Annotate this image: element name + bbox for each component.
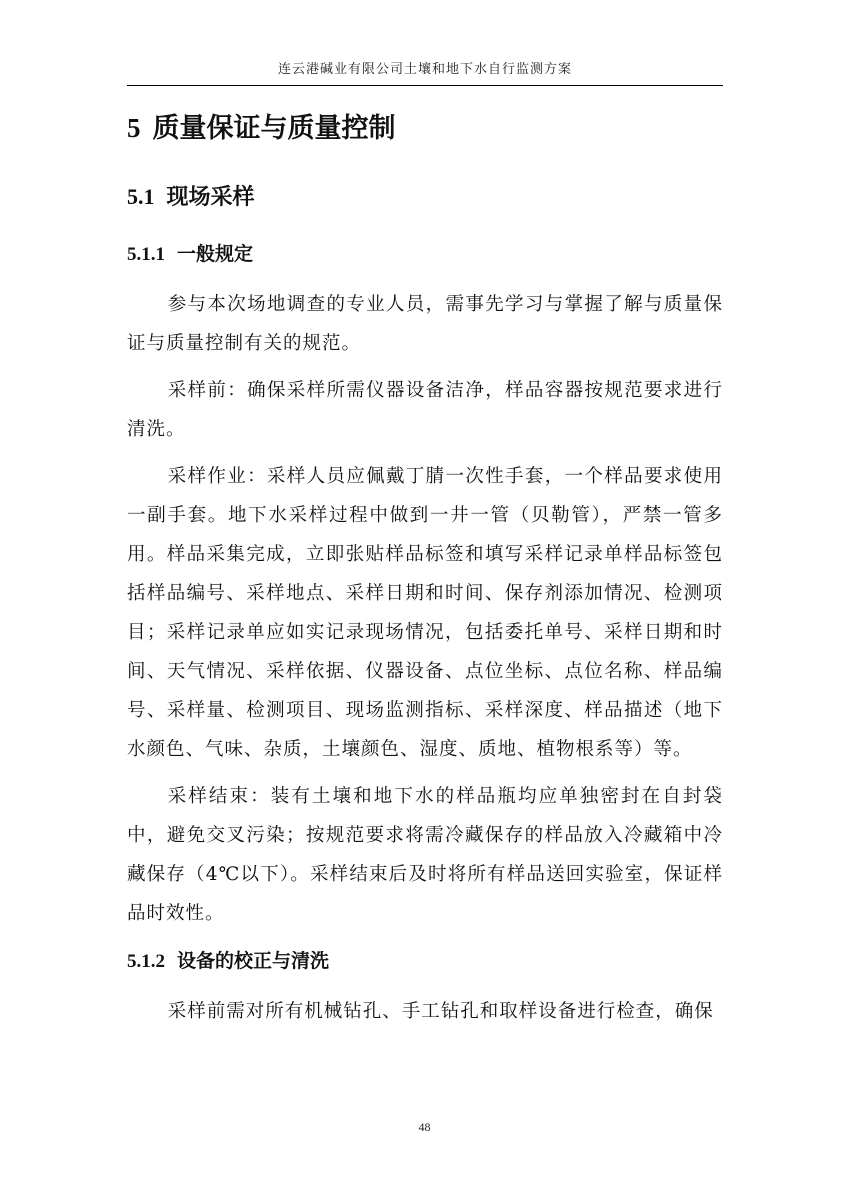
paragraph-sampling-end: 采样结束：装有土壤和地下水的样品瓶均应单独密封在自封袋中，避免交叉污染；按规范要求将需冷藏保存的样品放入冷藏箱中冷藏保存（4℃以下）。采样结束后及时将所有样品送回实验室，保证样品时效性。 bbox=[127, 786, 723, 924]
chapter-number: 5 bbox=[127, 113, 141, 143]
subsection-number: 5.1.2 bbox=[127, 951, 165, 972]
header-rule bbox=[127, 85, 723, 86]
paragraph-sampling-operation: 采样作业：采样人员应佩戴丁腈一次性手套，一个样品要求使用一副手套。地下水采样过程中做到一井一管（贝勒管），严禁一管多用。样品采集完成，立即张贴样品标签和填写采样记录单样品标签包括样品编号、采样地点、采样日期和时间、保存剂添加情况、检测项目；采样记录单应如实记录现场情况，包括委托单号、采样日期和时间、天气情况、采样依据、仪器设备、点位坐标、点位名称、样品编号、采样量、检测项目、现场监测指标、采样深度、样品描述（地下水颜色、气味、杂质，土壤颜色、湿度、质地、植物根系等）等。 bbox=[127, 466, 723, 760]
section-heading bbox=[127, 179, 723, 216]
section-number: 5.1 bbox=[127, 184, 155, 209]
subsection-number: 5.1.1 bbox=[127, 244, 165, 265]
subsection-title: 设备的校正与清洗 bbox=[177, 950, 330, 972]
subsection-title: 一般规定 bbox=[177, 243, 254, 265]
section-title: 现场采样 bbox=[166, 185, 255, 210]
paragraph-before-sampling: 采样前：确保采样所需仪器设备洁净，样品容器按规范要求进行清洗。 bbox=[127, 380, 723, 440]
chapter-title: 质量保证与质量控制 bbox=[152, 113, 396, 144]
page-content bbox=[127, 108, 723, 1039]
subsection-heading-general-rules bbox=[127, 238, 723, 271]
subsection-heading-equipment bbox=[127, 945, 723, 978]
paragraph-equipment-check: 采样前需对所有机械钻孔、手工钻孔和取样设备进行检查，确保 bbox=[167, 1001, 714, 1022]
page-number: 48 bbox=[418, 1120, 431, 1134]
chapter-heading bbox=[127, 108, 723, 149]
running-header: 连云港碱业有限公司土壤和地下水自行监测方案 bbox=[277, 62, 572, 77]
paragraph-personnel: 参与本次场地调查的专业人员，需事先学习与掌握了解与质量保证与质量控制有关的规范。 bbox=[127, 294, 723, 354]
